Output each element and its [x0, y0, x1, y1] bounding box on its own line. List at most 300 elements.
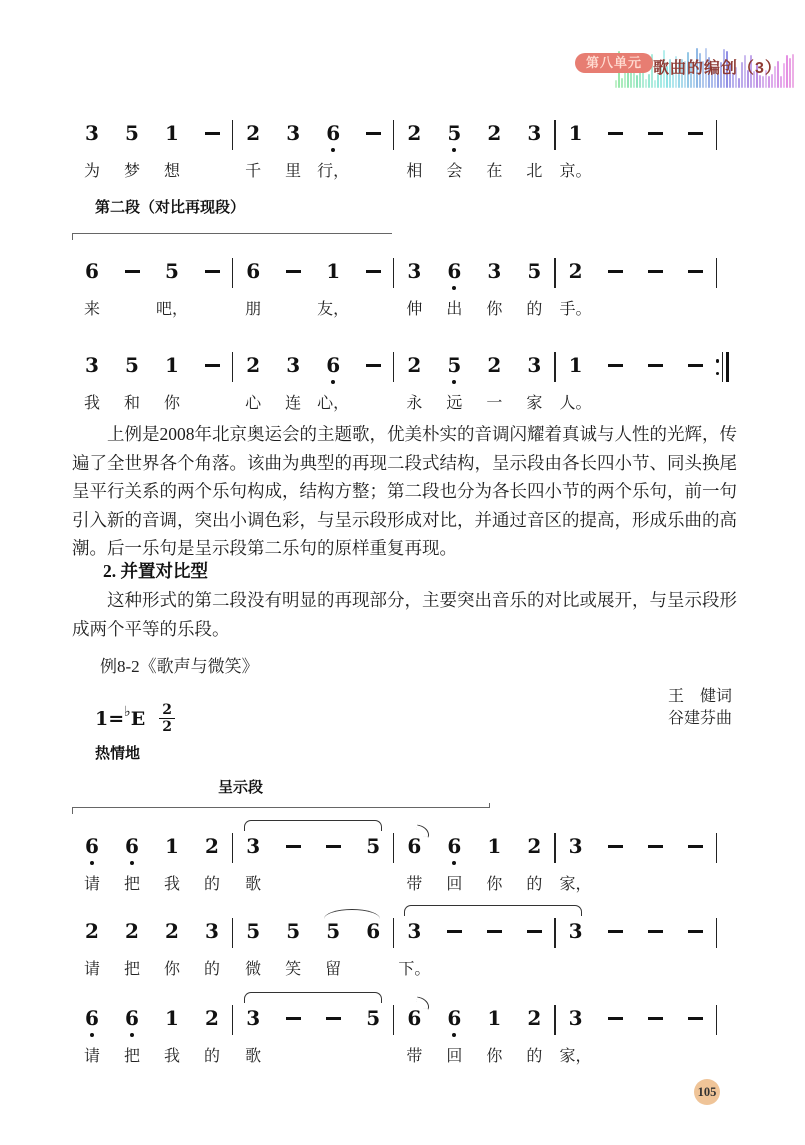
tie-arc — [244, 820, 382, 831]
page-number: 105 — [694, 1079, 720, 1105]
dash-mark — [326, 1017, 341, 1020]
note-dash — [648, 258, 663, 284]
beat-cell — [273, 918, 313, 978]
note-digit: 2 — [527, 834, 542, 858]
note-digit: 6 — [326, 121, 341, 145]
dash-mark — [648, 132, 663, 135]
beat-cell — [353, 1005, 393, 1065]
note-digit: 6 — [407, 833, 421, 859]
repeat-dots — [716, 352, 720, 382]
note-dash — [366, 352, 381, 378]
note-digit: 2 — [205, 1006, 219, 1030]
lyric-syllable: 你 — [486, 301, 503, 318]
beat-cell — [514, 918, 554, 978]
time-upper: 2 — [159, 703, 175, 719]
lyric-syllable: 你 — [486, 1048, 503, 1065]
dash-mark — [648, 930, 663, 933]
lyric-syllable: 会 — [446, 163, 463, 180]
beat-cell — [514, 352, 554, 412]
lyric-syllable: 吧， — [155, 301, 188, 318]
beat-cell — [676, 918, 716, 978]
beat-cell — [72, 352, 112, 412]
dash-mark — [648, 845, 663, 848]
lyric-syllable: 为 — [83, 163, 100, 180]
beat-cell — [192, 120, 232, 180]
lyric-syllable: 家， — [559, 1048, 592, 1065]
beat-cell — [596, 352, 636, 412]
octave-dot — [452, 861, 456, 865]
note-dash — [205, 258, 220, 284]
note-digit: 3 — [246, 834, 261, 858]
dash-mark — [648, 1017, 663, 1020]
beat-cell — [514, 258, 554, 318]
dash-mark — [366, 270, 381, 273]
note-digit: 6 — [407, 1005, 421, 1031]
beat-cell — [556, 1005, 596, 1065]
beat-cell — [192, 918, 232, 978]
beat-cell — [434, 352, 474, 412]
beat-cell — [474, 918, 514, 978]
note-digit: 6 — [326, 353, 341, 377]
lyric-syllable: 的 — [526, 301, 543, 318]
beat-cell — [556, 918, 596, 978]
lyric-syllable: 在 — [486, 163, 503, 180]
note-digit: 2 — [487, 121, 502, 145]
note-digit: 3 — [246, 1006, 261, 1030]
score-line — [72, 1005, 717, 1067]
beat-cell — [434, 918, 474, 978]
note-dash — [648, 1005, 663, 1031]
beat-cell — [596, 120, 636, 180]
lyric-syllable: 京。 — [559, 163, 592, 180]
beat-cell — [556, 833, 596, 893]
beat-cell — [192, 1005, 232, 1065]
lyric-syllable: 歌 — [245, 1048, 262, 1065]
lyric-syllable: 来 — [83, 301, 100, 318]
lyric-syllable: 回 — [446, 1048, 463, 1065]
beat-cell — [676, 258, 716, 318]
beat-cell — [394, 918, 434, 978]
beat-cell — [353, 258, 393, 318]
lyric-syllable: 里 — [285, 163, 302, 180]
note-digit: 3 — [407, 259, 422, 283]
lyric-syllable: 千 — [245, 163, 262, 180]
beat-cell — [474, 120, 514, 180]
note-digit: 5 — [125, 353, 139, 377]
paragraph-type2: 这种形式的第二段没有明显的再现部分，主要突出音乐的对比或展开，与呈示段形成两个平等的乐段。 — [72, 590, 737, 639]
lyric-syllable: 梦 — [123, 163, 140, 180]
note-dash — [688, 833, 703, 859]
beat-cell — [152, 120, 192, 180]
beat-cell — [112, 120, 152, 180]
lyric-syllable: 带 — [406, 1048, 423, 1065]
dash-mark — [608, 930, 623, 933]
repeat-dot — [716, 372, 720, 376]
lyric-syllable: 的 — [203, 961, 220, 978]
wave-bar — [786, 55, 788, 88]
beat-cell — [676, 833, 716, 893]
beat-cell — [353, 833, 393, 893]
beat-cell — [152, 833, 192, 893]
note-digit: 1 — [165, 121, 179, 145]
lyricist: 王 健词 — [667, 688, 732, 705]
lyric-syllable: 人。 — [559, 395, 592, 412]
note-dash — [527, 918, 542, 944]
note-digit: 6 — [85, 1006, 99, 1030]
beat-cell — [636, 833, 676, 893]
note-dash — [688, 120, 703, 146]
lyric-syllable: 心， — [317, 395, 350, 412]
dash-mark — [205, 132, 220, 135]
beat-cell — [233, 258, 273, 318]
dash-mark — [366, 364, 381, 367]
beat-cell — [394, 1005, 434, 1065]
note-digit: 3 — [85, 121, 99, 145]
beat-cell — [273, 120, 313, 180]
wave-bar — [783, 63, 785, 88]
dash-mark — [527, 930, 542, 933]
note-dash — [286, 258, 301, 284]
note-digit: 3 — [568, 834, 583, 858]
beat-cell — [596, 1005, 636, 1065]
section-label-exposition: 呈示段 — [218, 779, 264, 796]
beat-cell — [434, 1005, 474, 1065]
octave-dot — [130, 1033, 134, 1037]
note-digit: 3 — [286, 121, 301, 145]
section-label-second: 第二段（对比再现段） — [95, 199, 246, 216]
beat-cell — [152, 258, 192, 318]
example-label: 例8-2《歌声与微笑》 — [100, 657, 259, 676]
note-digit: 3 — [85, 353, 99, 377]
note-dash — [688, 918, 703, 944]
phrase-bracket — [72, 233, 392, 234]
beat-cell — [394, 833, 434, 893]
lyric-syllable: 歌 — [245, 876, 262, 893]
dash-mark — [205, 364, 220, 367]
lyric-syllable: 微 — [245, 961, 262, 978]
lyric-syllable: 手。 — [559, 301, 592, 318]
key-note: E — [130, 707, 146, 730]
wave-bar — [792, 54, 794, 88]
octave-dot — [331, 380, 335, 384]
dash-mark — [366, 132, 381, 135]
beat-cell — [353, 352, 393, 412]
lyric-syllable: 把 — [123, 876, 140, 893]
beat-cell — [353, 918, 393, 978]
beat-cell — [112, 352, 152, 412]
beat-cell — [474, 352, 514, 412]
dash-mark — [608, 364, 623, 367]
octave-dot — [452, 380, 456, 384]
note-digit: 6 — [125, 834, 139, 858]
note-digit: 3 — [527, 121, 542, 145]
beat-cell — [72, 918, 112, 978]
note-digit: 3 — [487, 259, 502, 283]
note-digit: 1 — [487, 834, 502, 858]
note-dash — [608, 258, 623, 284]
slur-arc — [324, 909, 380, 919]
dash-mark — [447, 930, 462, 933]
lyric-syllable: 心 — [245, 395, 262, 412]
octave-dot — [452, 286, 456, 290]
beat-cell — [556, 120, 596, 180]
subheading-type2: 2. 并置对比型 — [103, 561, 208, 581]
beat-cell — [313, 258, 353, 318]
note-digit: 5 — [326, 919, 341, 943]
beat-cell — [394, 120, 434, 180]
lyric-syllable: 把 — [123, 961, 140, 978]
note-digit: 2 — [246, 121, 261, 145]
note-dash — [688, 1005, 703, 1031]
octave-dot — [452, 1033, 456, 1037]
note-dash — [648, 918, 663, 944]
beat-cell — [556, 258, 596, 318]
dash-mark — [205, 270, 220, 273]
beat-cell — [273, 352, 313, 412]
lyric-syllable: 连 — [285, 395, 302, 412]
dash-mark — [608, 845, 623, 848]
lyric-syllable: 我 — [163, 876, 180, 893]
note-digit: 3 — [286, 353, 301, 377]
lyric-syllable: 你 — [163, 961, 180, 978]
note-digit: 6 — [447, 834, 462, 858]
tempo-marking: 热情地 — [95, 745, 141, 762]
dash-mark — [648, 270, 663, 273]
beat-cell — [676, 1005, 716, 1065]
beat-cell — [434, 258, 474, 318]
barline-thick — [726, 352, 730, 382]
lyric-syllable: 把 — [123, 1048, 140, 1065]
bracket-tick — [489, 803, 490, 808]
lyric-syllable: 你 — [163, 395, 180, 412]
beat-cell — [72, 1005, 112, 1065]
barline-end — [716, 258, 717, 288]
score-line — [72, 352, 729, 414]
wave-bar — [789, 58, 791, 88]
beat-cell — [636, 352, 676, 412]
dash-mark — [608, 1017, 623, 1020]
note-digit: 1 — [568, 353, 583, 377]
lyric-syllable: 的 — [203, 876, 220, 893]
lyric-syllable: 伸 — [406, 301, 423, 318]
beat-cell — [514, 1005, 554, 1065]
octave-dot — [90, 1033, 94, 1037]
note-dash — [688, 258, 703, 284]
note-digit: 5 — [125, 121, 139, 145]
beat-cell — [313, 352, 353, 412]
note-digit: 3 — [568, 1006, 583, 1030]
portamento-mark — [415, 824, 431, 837]
note-digit: 6 — [366, 919, 381, 943]
octave-dot — [90, 861, 94, 865]
dash-mark — [688, 1017, 703, 1020]
note-dash — [608, 918, 623, 944]
octave-dot — [130, 861, 134, 865]
note-dash — [608, 352, 623, 378]
bracket-tick — [72, 807, 73, 814]
note-digit: 2 — [205, 834, 219, 858]
note-digit: 5 — [165, 259, 179, 283]
beat-cell — [233, 1005, 273, 1065]
note-dash — [125, 258, 140, 284]
note-dash — [608, 833, 623, 859]
lyric-syllable: 请 — [83, 961, 100, 978]
lyric-syllable: 和 — [123, 395, 140, 412]
portamento-mark — [415, 996, 431, 1009]
key-prefix: 1= — [95, 707, 125, 730]
note-dash — [366, 258, 381, 284]
tie-arc — [404, 905, 582, 916]
lyric-syllable: 的 — [526, 1048, 543, 1065]
beat-cell — [152, 918, 192, 978]
note-digit: 5 — [527, 259, 542, 283]
note-digit: 5 — [447, 121, 462, 145]
beat-cell — [636, 918, 676, 978]
beat-cell — [313, 833, 353, 893]
beat-cell — [112, 1005, 152, 1065]
note-digit: 2 — [125, 919, 139, 943]
beat-cell — [313, 120, 353, 180]
note-digit: 1 — [326, 259, 341, 283]
note-digit: 2 — [527, 1006, 542, 1030]
note-digit: 3 — [527, 353, 542, 377]
unit-badge: 第八单元 — [575, 53, 653, 73]
note-dash — [688, 352, 703, 378]
repeat-dot — [716, 359, 720, 363]
beat-cell — [636, 120, 676, 180]
note-digit: 2 — [165, 919, 179, 943]
wave-bar — [621, 78, 623, 88]
note-digit: 3 — [407, 919, 422, 943]
beat-cell — [313, 918, 353, 978]
tie-arc — [244, 992, 382, 1003]
note-digit: 5 — [447, 353, 462, 377]
lyric-syllable: 的 — [203, 1048, 220, 1065]
barline-end — [716, 1005, 717, 1035]
note-dash — [286, 833, 301, 859]
barline-end — [716, 833, 717, 863]
note-digit: 2 — [85, 919, 99, 943]
page-header-title: 歌曲的编创（3） — [653, 60, 782, 77]
lyric-syllable: 北 — [526, 163, 543, 180]
beat-cell — [596, 833, 636, 893]
note-digit: 6 — [246, 259, 261, 283]
dash-mark — [608, 270, 623, 273]
note-digit: 2 — [407, 121, 422, 145]
lyric-syllable: 你 — [486, 876, 503, 893]
note-digit: 2 — [487, 353, 502, 377]
dash-mark — [286, 1017, 301, 1020]
barline-end — [716, 120, 717, 150]
phrase-bracket — [72, 807, 490, 808]
time-signature — [159, 703, 175, 734]
note-digit: 1 — [568, 121, 583, 145]
barline-end — [716, 918, 717, 948]
beat-cell — [394, 258, 434, 318]
lyric-syllable: 笑 — [285, 961, 302, 978]
dash-mark — [688, 845, 703, 848]
beat-cell — [676, 120, 716, 180]
beat-cell — [112, 258, 152, 318]
beat-cell — [72, 258, 112, 318]
note-digit: 1 — [165, 834, 179, 858]
note-digit: 6 — [447, 1006, 462, 1030]
wave-bar — [654, 80, 656, 88]
beat-cell — [233, 918, 273, 978]
note-digit: 1 — [165, 353, 179, 377]
lyric-syllable: 朋 — [245, 301, 262, 318]
note-dash — [447, 918, 462, 944]
lyric-syllable: 相 — [406, 163, 423, 180]
beat-cell — [233, 833, 273, 893]
dash-mark — [487, 930, 502, 933]
lyric-syllable: 想 — [163, 163, 180, 180]
beat-cell — [394, 352, 434, 412]
note-digit: 5 — [246, 919, 261, 943]
dash-mark — [688, 270, 703, 273]
beat-cell — [556, 352, 596, 412]
lyric-syllable: 永 — [406, 395, 423, 412]
note-dash — [366, 120, 381, 146]
note-dash — [648, 120, 663, 146]
note-digit: 1 — [487, 1006, 502, 1030]
note-dash — [608, 120, 623, 146]
beat-cell — [596, 258, 636, 318]
note-digit: 2 — [246, 353, 261, 377]
wave-bar — [615, 80, 617, 88]
lyric-syllable: 留 — [325, 961, 342, 978]
note-dash — [205, 352, 220, 378]
beat-cell — [152, 352, 192, 412]
beat-cell — [152, 1005, 192, 1065]
score-line — [72, 258, 717, 320]
note-digit: 6 — [125, 1006, 139, 1030]
beat-cell — [112, 918, 152, 978]
lyric-syllable: 家 — [526, 395, 543, 412]
note-digit: 3 — [205, 919, 219, 943]
key-signature — [95, 703, 175, 734]
lyric-syllable: 的 — [526, 876, 543, 893]
note-digit: 6 — [85, 259, 99, 283]
note-digit: 5 — [366, 1006, 381, 1030]
lyric-syllable: 回 — [446, 876, 463, 893]
lyric-syllable: 我 — [83, 395, 100, 412]
note-dash — [648, 352, 663, 378]
beat-cell — [233, 120, 273, 180]
beat-cell — [514, 120, 554, 180]
score-line — [72, 120, 717, 182]
dash-mark — [326, 845, 341, 848]
wave-bar — [645, 79, 647, 88]
dash-mark — [688, 132, 703, 135]
note-digit: 3 — [568, 919, 583, 943]
note-dash — [326, 833, 341, 859]
lyric-syllable: 带 — [406, 876, 423, 893]
octave-dot — [331, 148, 335, 152]
beat-cell — [596, 918, 636, 978]
lyric-syllable: 行， — [317, 163, 350, 180]
beat-cell — [676, 352, 716, 412]
beat-cell — [353, 120, 393, 180]
wave-bar — [648, 74, 650, 88]
beat-cell — [313, 1005, 353, 1065]
note-dash — [487, 918, 502, 944]
dash-mark — [286, 270, 301, 273]
note-dash — [326, 1005, 341, 1031]
beat-cell — [434, 833, 474, 893]
song-credits — [668, 686, 732, 730]
lyric-syllable: 一 — [486, 395, 503, 412]
